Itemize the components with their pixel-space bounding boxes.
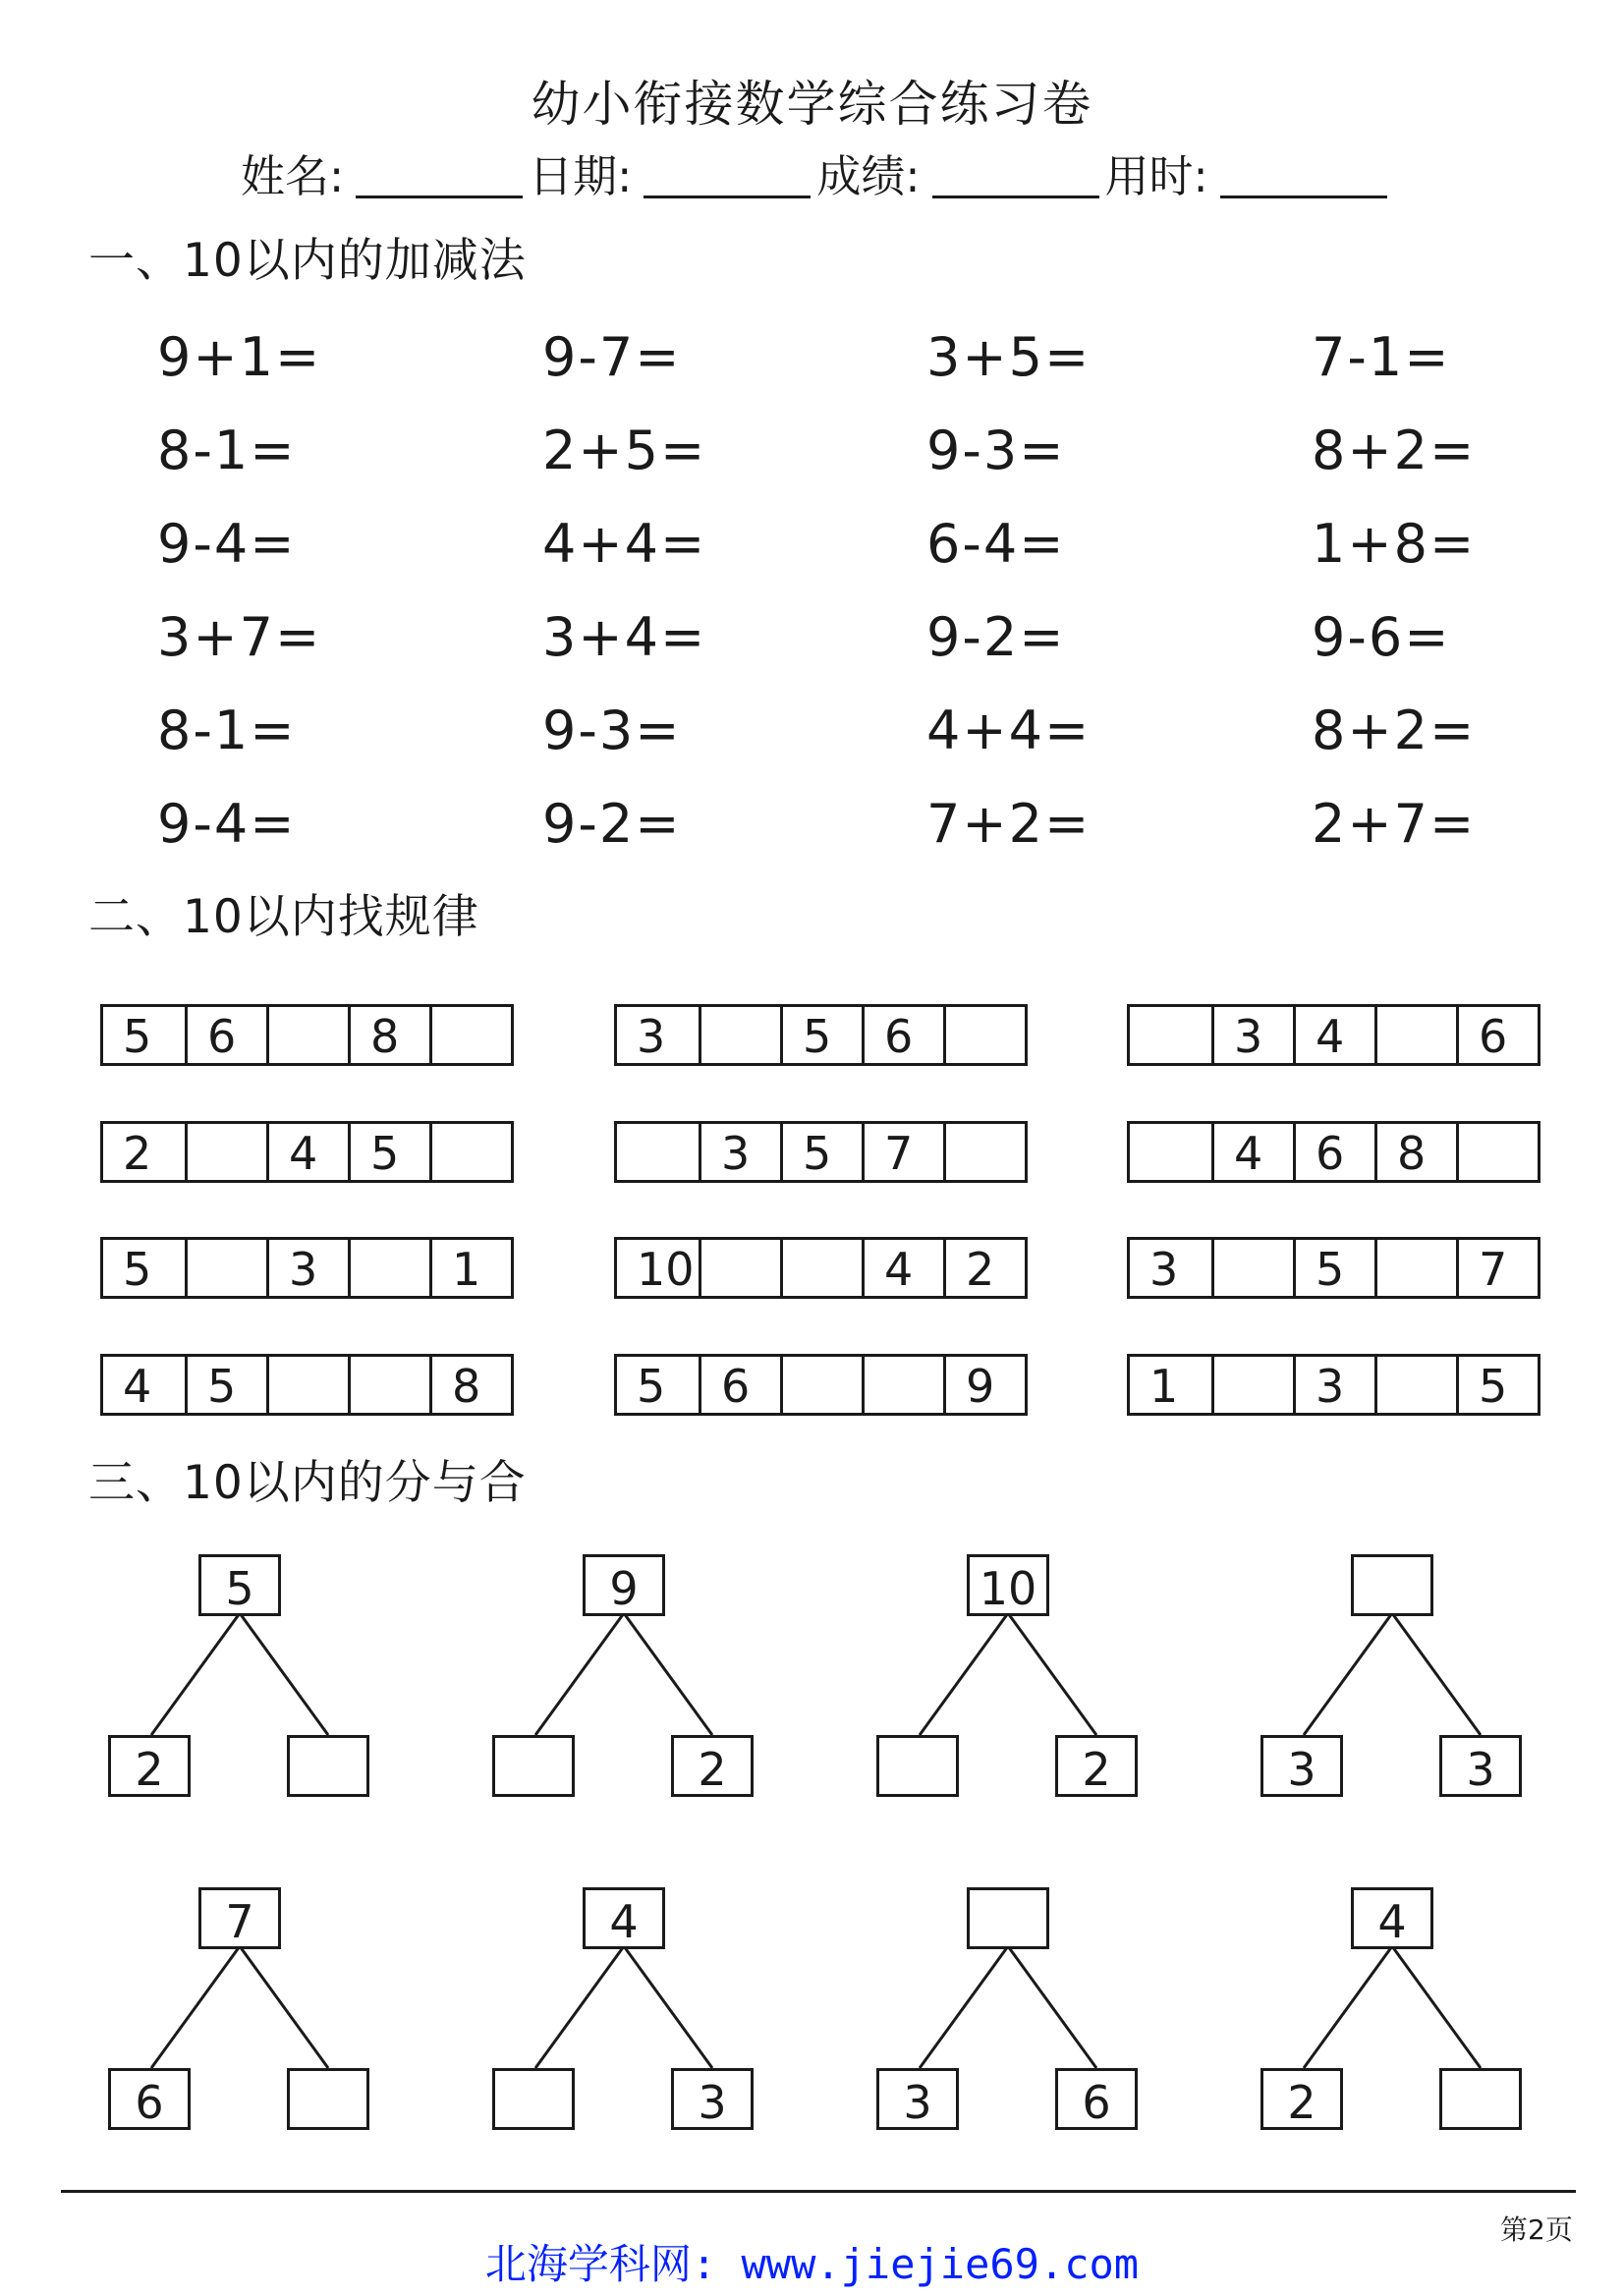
sequence-cell: 3: [1293, 1357, 1374, 1413]
sequence-blank-cell[interactable]: [780, 1240, 862, 1296]
bond-left-box: 3: [1260, 1735, 1343, 1797]
date-field[interactable]: [529, 140, 816, 204]
equation: 8-1=: [157, 420, 297, 481]
sequence-blank-cell[interactable]: [862, 1357, 943, 1413]
sequence-cell: 10: [637, 1243, 695, 1296]
sequence-cell: 7: [1456, 1240, 1538, 1296]
equation: 9-2=: [926, 606, 1066, 668]
sequence-cell: 4: [123, 1360, 152, 1413]
sequence-blank-cell[interactable]: [699, 1007, 780, 1063]
equation: 7-1=: [1312, 326, 1451, 388]
bond-right-box[interactable]: [287, 1735, 369, 1797]
sequence-blank-cell[interactable]: [1374, 1357, 1456, 1413]
sequence-cell: 8: [348, 1007, 429, 1063]
sequence-cell: 5: [637, 1360, 666, 1413]
bond-top-box[interactable]: [1351, 1554, 1433, 1616]
bond-left-box[interactable]: [492, 2068, 575, 2130]
equation: 8-1=: [157, 700, 297, 761]
sequence-blank-cell[interactable]: [429, 1124, 511, 1180]
bond-top-box: 5: [198, 1554, 281, 1616]
sequence-cell: 3: [699, 1124, 780, 1180]
equation: 9-3=: [926, 420, 1066, 481]
date-blank[interactable]: [644, 196, 811, 198]
sequence-blank-cell[interactable]: [429, 1007, 511, 1063]
sequence-blank-cell[interactable]: [185, 1124, 266, 1180]
sequence-cell: 8: [429, 1357, 511, 1413]
page-title: 幼小衔接数学综合练习卷: [531, 76, 1093, 133]
sequence-cell: 5: [1293, 1240, 1374, 1296]
sequence-blank-cell[interactable]: [348, 1357, 429, 1413]
sequence-cell: 6: [185, 1007, 266, 1063]
sequence-blank-cell[interactable]: [943, 1124, 1025, 1180]
sequence-blank-cell[interactable]: [1130, 1124, 1211, 1180]
bond-right-box: 3: [1439, 1735, 1522, 1797]
section3-title: 三、10以内的分与合: [88, 1456, 527, 1510]
equation: 8+2=: [1312, 700, 1477, 761]
sequence-row: [614, 1004, 1028, 1066]
name-field[interactable]: [241, 140, 529, 204]
sequence-cell: 4: [1211, 1124, 1293, 1180]
bond-left-box: 6: [108, 2068, 191, 2130]
sequence-cell: 6: [862, 1007, 943, 1063]
page-number: 第2页: [1500, 2213, 1573, 2246]
equation: 4+4=: [542, 513, 707, 575]
sequence-row: [614, 1237, 1028, 1299]
equation: 2+5=: [542, 420, 707, 481]
sequence-blank-cell[interactable]: [943, 1007, 1025, 1063]
bond-top-box[interactable]: [967, 1887, 1049, 1949]
section1-title: 一、10以内的加减法: [88, 234, 527, 288]
sequence-blank-cell[interactable]: [185, 1240, 266, 1296]
sequence-row: [100, 1354, 514, 1416]
section2-title: 二、10以内找规律: [88, 890, 479, 944]
sequence-row: [100, 1004, 514, 1066]
sequence-blank-cell[interactable]: [617, 1124, 699, 1180]
bond-right-box[interactable]: [1439, 2068, 1522, 2130]
bond-right-box: 2: [1055, 1735, 1138, 1797]
name-blank[interactable]: [356, 196, 523, 198]
sequence-cell: 4: [1293, 1007, 1374, 1063]
name-label: 姓名:: [241, 150, 345, 202]
sequence-blank-cell[interactable]: [699, 1240, 780, 1296]
sequence-row: [1127, 1237, 1540, 1299]
bond-top-box: 9: [583, 1554, 665, 1616]
sequence-cell: 3: [1211, 1007, 1293, 1063]
number-bond: [492, 1554, 757, 1810]
sequence-cell: 4: [862, 1240, 943, 1296]
student-info-row: [241, 145, 1393, 204]
number-bond: [1260, 1887, 1526, 2143]
equation: 3+5=: [926, 326, 1092, 388]
time-label: 用时:: [1104, 150, 1208, 202]
sequence-cell: 7: [862, 1124, 943, 1180]
sequence-cell: 5: [185, 1357, 266, 1413]
number-bond: [108, 1887, 373, 2143]
equation: 3+4=: [542, 606, 707, 668]
equation: 9-4=: [157, 513, 297, 575]
number-bond: [876, 1887, 1142, 2143]
equation: 9-6=: [1312, 606, 1451, 668]
equation: 9-4=: [157, 793, 297, 855]
sequence-cell: 5: [780, 1124, 862, 1180]
bond-right-box: 2: [671, 1735, 754, 1797]
number-bond: [1260, 1554, 1526, 1810]
bond-top-box: 4: [1351, 1887, 1433, 1949]
date-label: 日期:: [529, 150, 633, 202]
time-blank[interactable]: [1220, 196, 1387, 198]
sequence-row: [614, 1354, 1028, 1416]
equation: 9+1=: [157, 326, 322, 388]
time-field[interactable]: [1105, 140, 1393, 204]
watermark-text: 北海学科网: www.jiejie69.com: [484, 2240, 1140, 2288]
sequence-blank-cell[interactable]: [348, 1240, 429, 1296]
equation: 7+2=: [926, 793, 1092, 855]
bond-right-box[interactable]: [287, 2068, 369, 2130]
bond-left-box[interactable]: [876, 1735, 959, 1797]
sequence-cell: 5: [348, 1124, 429, 1180]
equation: 9-3=: [542, 700, 682, 761]
sequence-cell: 4: [266, 1124, 348, 1180]
sequence-blank-cell[interactable]: [780, 1357, 862, 1413]
equation: 3+7=: [157, 606, 322, 668]
sequence-blank-cell[interactable]: [266, 1357, 348, 1413]
score-label: 成绩:: [816, 150, 921, 202]
bond-left-box: 2: [108, 1735, 191, 1797]
equation: 8+2=: [1312, 420, 1477, 481]
sequence-cell: 5: [123, 1010, 152, 1063]
bond-left-box: 3: [876, 2068, 959, 2130]
sequence-cell: 5: [1456, 1357, 1538, 1413]
sequence-cell: 3: [637, 1010, 666, 1063]
score-blank[interactable]: [932, 196, 1099, 198]
sequence-blank-cell[interactable]: [1374, 1240, 1456, 1296]
bond-right-box: 6: [1055, 2068, 1138, 2130]
bond-top-box: 10: [967, 1554, 1049, 1616]
score-field[interactable]: [816, 140, 1104, 204]
sequence-blank-cell[interactable]: [266, 1007, 348, 1063]
equation: 9-7=: [542, 326, 682, 388]
sequence-cell: 1: [1149, 1360, 1179, 1413]
sequence-cell: 6: [1293, 1124, 1374, 1180]
equation: 1+8=: [1312, 513, 1477, 575]
sequence-cell: 5: [123, 1243, 152, 1296]
sequence-row: [100, 1121, 514, 1183]
sequence-cell: 3: [1149, 1243, 1179, 1296]
sequence-cell: 8: [1374, 1124, 1456, 1180]
bond-right-box: 3: [671, 2068, 754, 2130]
equation: 6-4=: [926, 513, 1066, 575]
sequence-blank-cell[interactable]: [1211, 1357, 1293, 1413]
bond-left-box[interactable]: [492, 1735, 575, 1797]
bond-left-box: 2: [1260, 2068, 1343, 2130]
sequence-row: [614, 1121, 1028, 1183]
sequence-blank-cell[interactable]: [1211, 1240, 1293, 1296]
sequence-blank-cell[interactable]: [1456, 1124, 1538, 1180]
equation: 9-2=: [542, 793, 682, 855]
sequence-row: [1127, 1121, 1540, 1183]
bond-top-box: 7: [198, 1887, 281, 1949]
footer-divider: [61, 2190, 1576, 2193]
number-bond: [876, 1554, 1142, 1810]
sequence-cell: 6: [1456, 1007, 1538, 1063]
sequence-row: [1127, 1354, 1540, 1416]
sequence-cell: 3: [266, 1240, 348, 1296]
number-bond: [108, 1554, 373, 1810]
sequence-cell: 9: [943, 1357, 1025, 1413]
equation: 4+4=: [926, 700, 1092, 761]
sequence-blank-cell[interactable]: [1130, 1007, 1211, 1063]
sequence-cell: 6: [699, 1357, 780, 1413]
sequence-cell: 5: [780, 1007, 862, 1063]
sequence-blank-cell[interactable]: [1374, 1007, 1456, 1063]
sequence-cell: 2: [943, 1240, 1025, 1296]
sequence-cell: 1: [429, 1240, 511, 1296]
sequence-row: [100, 1237, 514, 1299]
sequence-cell: 2: [123, 1127, 152, 1180]
number-bond: [492, 1887, 757, 2143]
equation: 2+7=: [1312, 793, 1477, 855]
sequence-row: [1127, 1004, 1540, 1066]
bond-top-box: 4: [583, 1887, 665, 1949]
